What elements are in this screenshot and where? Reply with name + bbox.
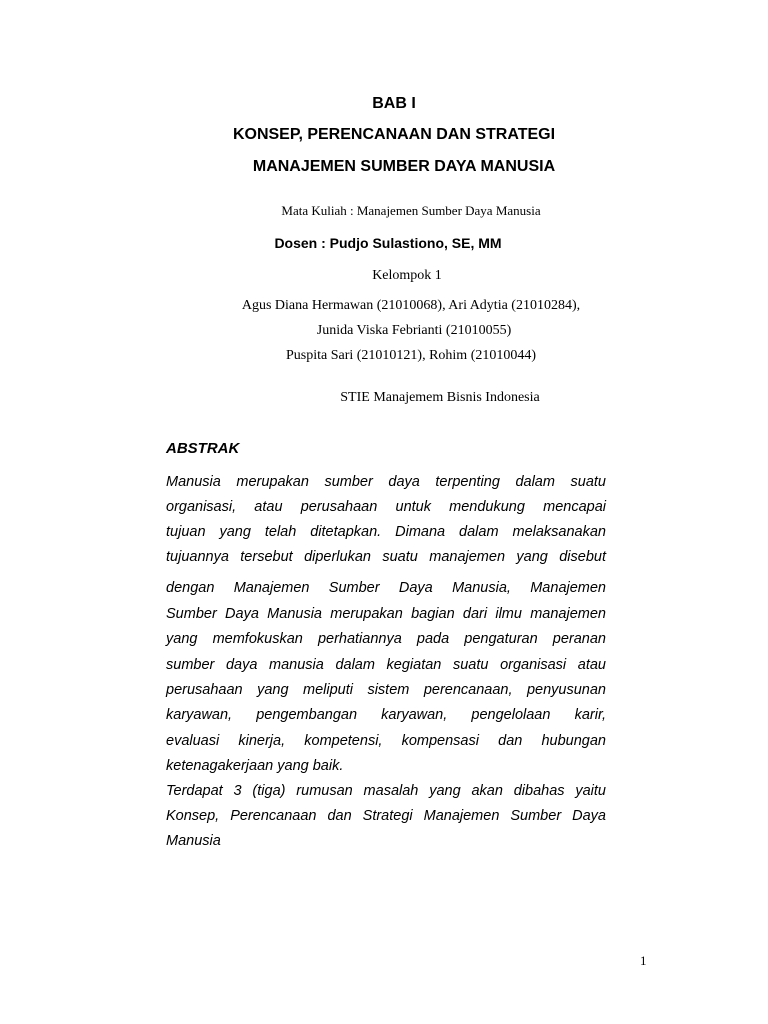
chapter-label: BAB I bbox=[372, 95, 416, 112]
member-line-1: Agus Diana Hermawan (21010068), Ari Adytia (21010284), bbox=[241, 298, 581, 313]
title-line-2: MANAJEMEN SUMBER DAYA MANUSIA bbox=[252, 158, 556, 175]
group-label: Kelompok 1 bbox=[372, 268, 442, 283]
abstract-line: perusahaan yang meliputi sistem perencanaan, penyusunan bbox=[166, 682, 606, 698]
page-number: 1 bbox=[640, 953, 647, 968]
abstract-line: tujuan yang telah ditetapkan. Dimana dalam melaksanakan bbox=[166, 524, 606, 540]
abstract-line: organisasi, atau perusahaan untuk mendukung mencapai bbox=[166, 499, 606, 515]
abstract-line: karyawan, pengembangan karyawan, pengelolaan karir, bbox=[166, 707, 606, 723]
abstract-line: ketenagakerjaan yang baik. bbox=[166, 758, 344, 774]
abstract-line: Sumber Daya Manusia merupakan bagian dari ilmu manajemen bbox=[166, 606, 606, 622]
abstract-heading: ABSTRAK bbox=[166, 440, 240, 457]
lecturer-name: Dosen : Pudjo Sulastiono, SE, MM bbox=[274, 235, 502, 251]
abstract-line: Manusia merupakan sumber daya terpenting dalam suatu bbox=[166, 474, 606, 490]
course-name: Mata Kuliah : Manajemen Sumber Daya Manusia bbox=[281, 203, 541, 218]
abstract-line: Manusia bbox=[166, 833, 221, 849]
abstract-line: dengan Manajemen Sumber Daya Manusia, Manajemen bbox=[166, 580, 606, 596]
abstract-line: evaluasi kinerja, kompetensi, kompensasi dan hubungan bbox=[166, 733, 606, 749]
title-line-1: KONSEP, PERENCANAAN DAN STRATEGI bbox=[232, 126, 556, 143]
institution-name: STIE Manajemem Bisnis Indonesia bbox=[340, 390, 540, 405]
abstract-line: Konsep, Perencanaan dan Strategi Manajemen Sumber Daya bbox=[166, 808, 606, 824]
abstract-line: yang memfokuskan perhatiannya pada pengaturan peranan bbox=[166, 631, 606, 647]
member-line-2: Junida Viska Febrianti (21010055) bbox=[316, 323, 512, 338]
abstract-line: Terdapat 3 (tiga) rumusan masalah yang akan dibahas yaitu bbox=[166, 783, 606, 799]
abstract-line: sumber daya manusia dalam kegiatan suatu organisasi atau bbox=[166, 657, 606, 673]
abstract-line: tujuannya tersebut diperlukan suatu manajemen yang disebut bbox=[166, 549, 606, 565]
member-line-3: Puspita Sari (21010121), Rohim (21010044) bbox=[285, 348, 537, 363]
